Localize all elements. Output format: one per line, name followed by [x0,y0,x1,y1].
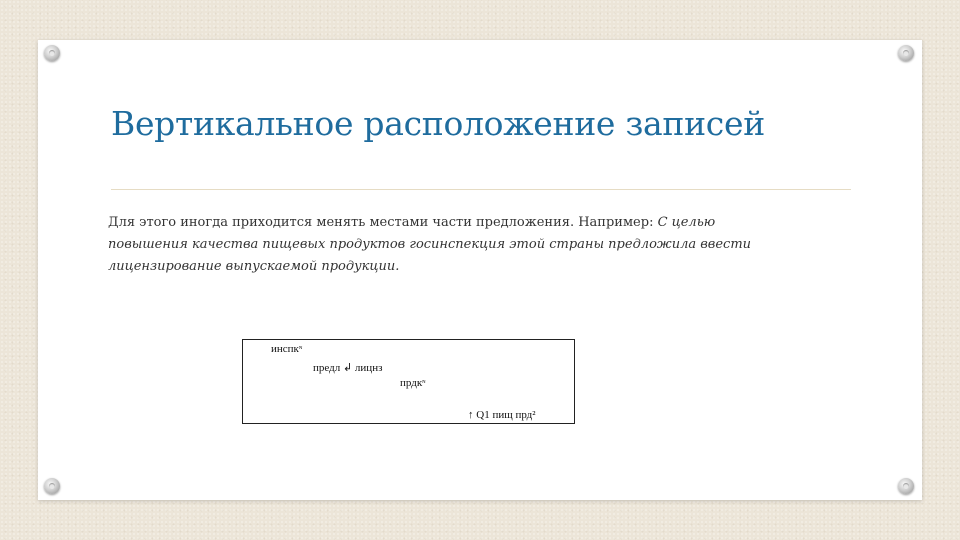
title-divider [111,189,851,190]
pushpin-icon [44,478,60,494]
notation-diagram-box [242,339,575,424]
slide-title: Вертикальное расположение записей [111,104,765,143]
slide-paragraph [108,212,768,278]
diagram-line-3: прдкᶰ [400,377,426,389]
diagram-line-4: ↑ Q1 пищ прд² [468,409,536,421]
paragraph-lead: Для этого иногда приходится менять местами части предложения. Например: [108,215,658,230]
pushpin-icon [898,478,914,494]
diagram-line-2: предл ↲ лицнз [313,362,383,374]
paragraph-example: С целью повышения качества пищевых продуктов госинспекция этой страны предложила ввести лицензирование выпускаемой продукции. [108,215,752,274]
pushpin-icon [44,45,60,61]
pushpin-icon [898,45,914,61]
diagram-line-1: инспкᶰ [271,343,303,355]
